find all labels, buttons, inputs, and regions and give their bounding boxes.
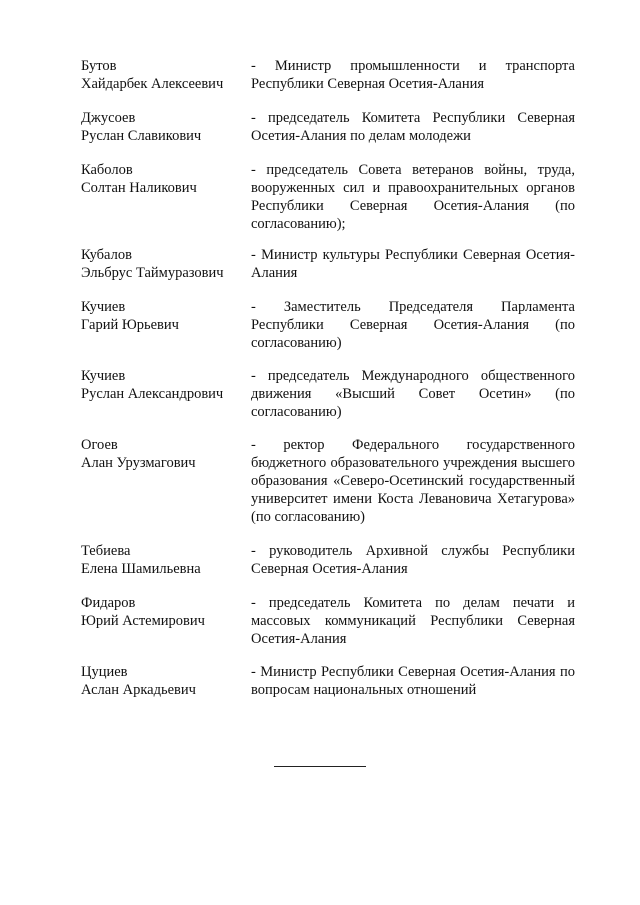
member-surname: Кубалов bbox=[81, 247, 132, 263]
member-given-names: Аслан Аркадьевич bbox=[81, 682, 196, 698]
member-given-names: Гарий Юрьевич bbox=[81, 317, 179, 333]
member-position: - Министр Республики Северная Осетия-Алания по вопросам национальных отношений bbox=[251, 664, 575, 698]
member-name bbox=[81, 161, 251, 197]
member-given-names: Елена Шамильевна bbox=[81, 561, 201, 577]
member-name bbox=[81, 109, 251, 145]
member-position: - Заместитель Председателя Парламента Республики Северная Осетия-Алания (по согласованию) bbox=[251, 299, 575, 351]
member-given-names: Хайдарбек Алексеевич bbox=[81, 76, 224, 92]
member-position: - ректор Федерального государственного бюджетного образовательного учреждения высшего образования «Северо-Осетинский государственный университет имени Коста Левановича Хетагурова» (по согласованию) bbox=[251, 437, 575, 525]
member-name bbox=[81, 594, 251, 630]
member-name bbox=[81, 542, 251, 578]
member-surname: Фидаров bbox=[81, 595, 136, 611]
member-surname: Джусоев bbox=[81, 110, 136, 126]
member-given-names: Руслан Александрович bbox=[81, 386, 224, 402]
member-name bbox=[81, 298, 251, 334]
member-name bbox=[81, 246, 251, 282]
member-position: - председатель Международного общественного движения «Высший Совет Осетин» (по согласованию) bbox=[251, 368, 575, 420]
member-given-names: Юрий Астемирович bbox=[81, 613, 205, 629]
member-surname: Тебиева bbox=[81, 543, 131, 559]
member-given-names: Солтан Наликович bbox=[81, 180, 197, 196]
member-surname: Цуциев bbox=[81, 664, 128, 680]
member-surname: Кучиев bbox=[81, 368, 126, 384]
member-given-names: Эльбрус Таймуразович bbox=[81, 265, 224, 281]
member-position: - руководитель Архивной службы Республики Северная Осетия-Алания bbox=[251, 543, 575, 577]
member-position: - Министр культуры Республики Северная Осетия-Алания bbox=[251, 247, 575, 281]
member-position: - председатель Совета ветеранов войны, труда, вооруженных сил и правоохранительных органов Республики Северная Осетия-Алания (по согласованию); bbox=[251, 162, 575, 232]
member-given-names: Алан Урузмагович bbox=[81, 455, 196, 471]
member-position: - Министр промышленности и транспорта Республики Северная Осетия-Алания bbox=[251, 58, 575, 92]
member-name bbox=[81, 57, 251, 93]
member-name bbox=[81, 663, 251, 699]
member-surname: Каболов bbox=[81, 162, 133, 178]
member-surname: Огоев bbox=[81, 437, 118, 453]
member-surname: Бутов bbox=[81, 58, 117, 74]
member-position: - председатель Комитета по делам печати и массовых коммуникаций Республики Северная Осетия-Алания bbox=[251, 595, 575, 647]
member-surname: Кучиев bbox=[81, 299, 126, 315]
member-given-names: Руслан Славикович bbox=[81, 128, 202, 144]
member-position: - председатель Комитета Республики Северная Осетия-Алания по делам молодежи bbox=[251, 110, 575, 144]
member-name bbox=[81, 436, 251, 472]
end-of-list-rule bbox=[274, 766, 366, 767]
member-name bbox=[81, 367, 251, 403]
